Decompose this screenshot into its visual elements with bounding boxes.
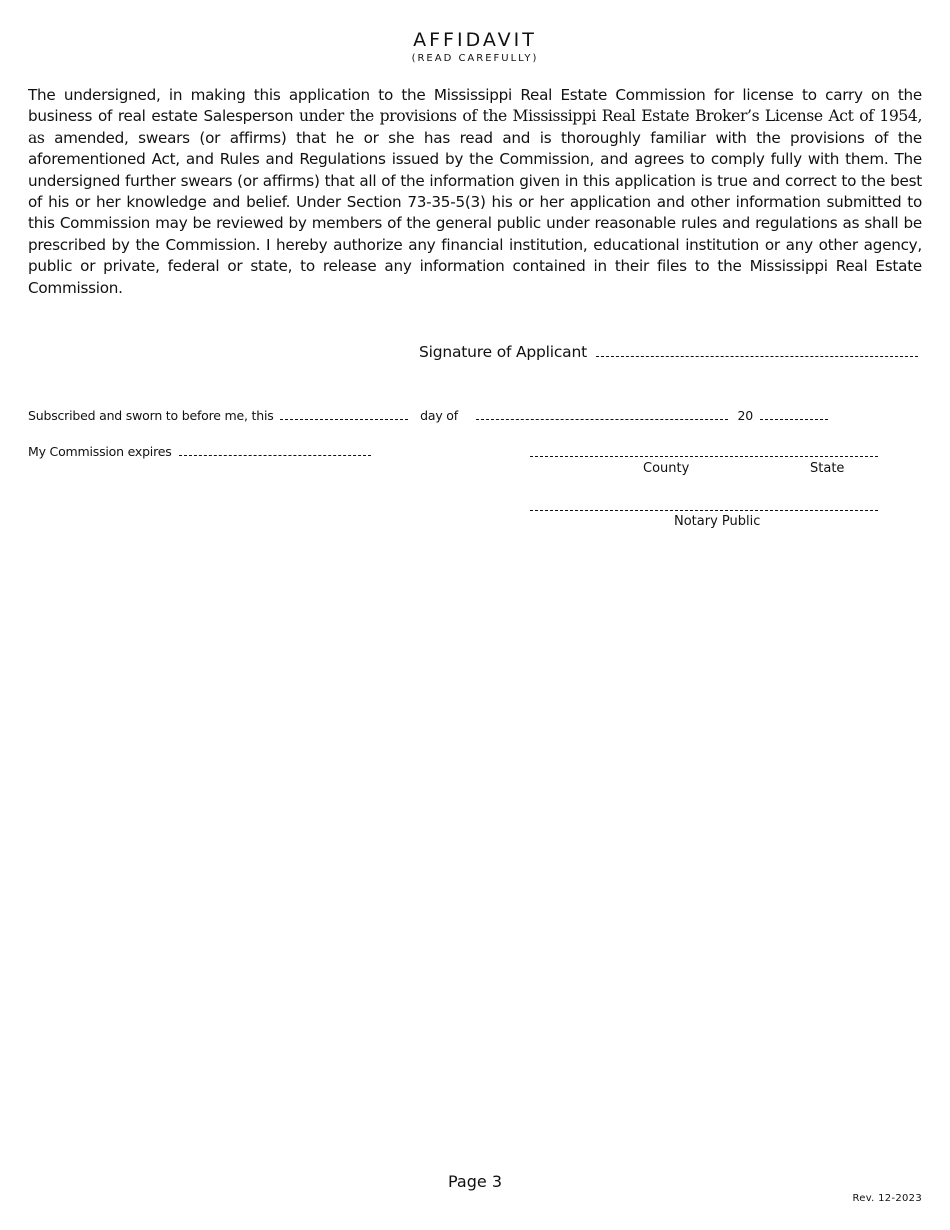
signature-label: Signature of Applicant (419, 343, 587, 361)
page-number: Page 3 (448, 1172, 502, 1191)
state-label: State (810, 461, 845, 476)
county-state-field[interactable] (530, 444, 878, 457)
paragraph-text-2: amended, swears (or affirms) that he or she has read and is thoroughly familiar with the provisions of the aforementioned Act, and Rules and Regulations issued by the Commission, and agrees to comply fully with them. The undersigned further swears (or affirms) that all of the information given in this application is true and correct to the best of his or her knowledge and belief. Under Section 73-35-5(3) his or her application and other information submitted to this Commission may be reviewed by members of the general public under reasonable rules and regulations as shall be prescribed by the Commission. I hereby authorize any financial institution, educational institution or any other agency, public or private, federal or state, to release any information contained in their files to the Mississippi Real Estate Commission. (28, 128, 922, 297)
subscribed-label: Subscribed and sworn to before me, this (28, 408, 274, 423)
day-field[interactable] (280, 406, 408, 420)
county-label: County (643, 461, 690, 476)
signature-field[interactable] (596, 343, 918, 357)
affidavit-paragraph (28, 85, 922, 299)
document-subtitle: (READ CAREFULLY) (411, 53, 539, 64)
commission-label: My Commission expires (28, 444, 172, 459)
signature-row (419, 342, 918, 362)
notary-public-label: Notary Public (674, 514, 761, 529)
paragraph-text-1: The undersigned, in making this application to the Mississippi Real Estate Commission for license to carry on the business of real estate Salesperson (28, 86, 922, 126)
commission-row (28, 442, 371, 460)
notary-signature-field[interactable] (530, 498, 878, 511)
day-of-label: day of (420, 408, 458, 423)
paragraph-text-serif: under the provisions of the Mississippi Real Estate Broker’s License Act of 1954, as (28, 107, 922, 147)
subscribed-row (28, 406, 828, 424)
year-label: 20 (737, 408, 754, 423)
month-field[interactable] (476, 406, 728, 420)
document-title: AFFIDAVIT (413, 29, 537, 51)
year-field[interactable] (760, 406, 828, 420)
commission-expires-field[interactable] (179, 442, 371, 456)
revision-label: Rev. 12-2023 (852, 1193, 922, 1204)
